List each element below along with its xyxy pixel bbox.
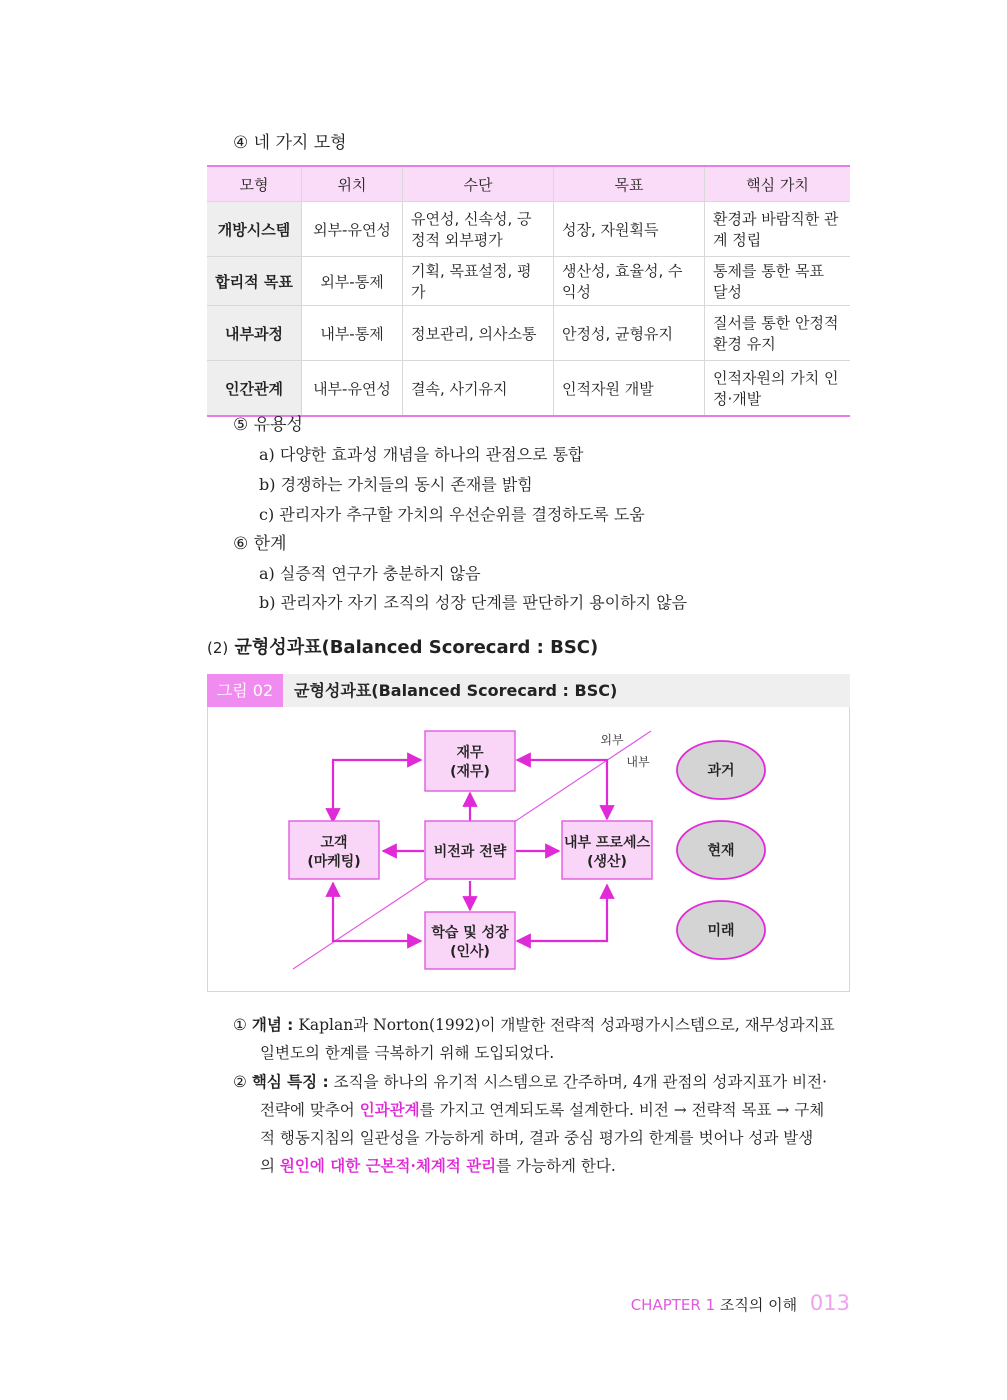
cell-position: 내부-통제 xyxy=(302,306,403,361)
cell-goal: 안정성, 균형유지 xyxy=(554,306,705,361)
figure-caption-bar xyxy=(207,674,850,707)
table-row xyxy=(207,306,850,361)
internal-process-sublabel: (생산) xyxy=(587,854,627,870)
oval-present-label: 현재 xyxy=(707,843,735,859)
usefulness-item-c: c) 관리자가 추구할 가치의 우선순위를 결정하도록 도움 xyxy=(259,505,645,524)
arrow-customer-learning xyxy=(333,883,421,941)
table-row xyxy=(207,202,850,257)
features-number: ② xyxy=(233,1073,247,1091)
vision-label: 비전과 전략 xyxy=(433,844,507,860)
learning-label: 학습 및 성장 xyxy=(431,925,509,941)
features-line2-a: 전략에 맞추어 xyxy=(260,1101,360,1119)
cell-core-value: 인적자원의 가치 인정·개발 xyxy=(705,361,851,417)
finance-label: 재무 xyxy=(456,745,484,761)
box-finance xyxy=(425,731,515,791)
oval-future-label: 미래 xyxy=(707,923,735,939)
cell-position: 내부-유연성 xyxy=(302,361,403,417)
cell-model: 개방시스템 xyxy=(207,202,302,257)
cell-core-value: 통제를 통한 목표 달성 xyxy=(705,257,851,306)
figure-title: 균형성과표(Balanced Scorecard : BSC) xyxy=(294,681,618,700)
table-header-row xyxy=(207,166,850,202)
cell-means: 정보관리, 의사소통 xyxy=(403,306,554,361)
features-line4-a: 의 xyxy=(260,1157,280,1175)
label-internal: 내부 xyxy=(626,755,650,769)
highlight-root-cause-management: 원인에 대한 근본적·체계적 관리 xyxy=(279,1156,497,1175)
cell-means: 유연성, 신속성, 긍정적 외부평가 xyxy=(403,202,554,257)
customer-label: 고객 xyxy=(320,835,348,851)
concept-term: 개념 : xyxy=(251,1016,294,1034)
limit-item-b: b) 관리자가 자기 조직의 성장 단계를 판단하기 용이하지 않음 xyxy=(259,593,688,612)
paragraph-core-features xyxy=(233,1068,853,1180)
footer-chapter-title: 조직의 이해 xyxy=(719,1296,798,1314)
cell-model: 내부과정 xyxy=(207,306,302,361)
page-number: 013 xyxy=(809,1291,850,1315)
header-position: 위치 xyxy=(302,166,403,202)
section6-heading: ⑥ 한계 xyxy=(233,534,287,554)
section4-heading: ④ 네 가지 모형 xyxy=(233,133,347,153)
table-row xyxy=(207,361,850,417)
finance-sublabel: (재무) xyxy=(450,764,490,780)
footer-chapter: CHAPTER 1 xyxy=(630,1296,716,1314)
header-model: 모형 xyxy=(207,166,302,202)
cell-position: 외부-유연성 xyxy=(302,202,403,257)
cell-means: 결속, 사기유지 xyxy=(403,361,554,417)
cell-goal: 생산성, 효율성, 수익성 xyxy=(554,257,705,306)
features-line3: 적 행동지침의 일관성을 가능하게 하며, 결과 중심 평가의 한계를 벗어나 성과 발생 xyxy=(260,1129,814,1147)
features-line2 xyxy=(233,1096,853,1124)
features-line1: 조직을 하나의 유기적 시스템으로 간주하며, 4개 관점의 성과지표가 비전· xyxy=(328,1073,828,1091)
features-line2-b: 를 가지고 연계되도록 설계한다. 비전 → 전략적 목표 → 구체 xyxy=(419,1101,825,1119)
table-row xyxy=(207,257,850,306)
section5-heading: ⑤ 유용성 xyxy=(233,415,303,435)
concept-text-line2: 일변도의 한계를 극복하기 위해 도입되었다. xyxy=(260,1044,555,1062)
cell-goal: 인적자원 개발 xyxy=(554,361,705,417)
header-core-value: 핵심 가치 xyxy=(705,166,851,202)
arrow-customer-finance xyxy=(333,760,421,822)
cell-position: 외부-통제 xyxy=(302,257,403,306)
arrow-learning-internal xyxy=(517,885,607,941)
figure-badge: 그림 02 xyxy=(207,674,283,707)
usefulness-item-b: b) 경쟁하는 가치들의 동시 존재를 밝힘 xyxy=(259,475,533,494)
highlight-causality: 인과관계 xyxy=(359,1100,420,1119)
concept-number: ① xyxy=(233,1016,247,1034)
oval-past-label: 과거 xyxy=(707,763,735,779)
internal-process-label: 내부 프로세스 xyxy=(563,835,651,851)
bsc-section-title: 균형성과표(Balanced Scorecard : BSC) xyxy=(234,637,599,658)
bsc-diagram xyxy=(207,707,850,991)
customer-sublabel: (마케팅) xyxy=(307,854,361,870)
concept-text-line1: Kaplan과 Norton(1992)이 개발한 전략적 성과평가시스템으로, 재무성과지표 xyxy=(293,1016,835,1034)
usefulness-item-a: a) 다양한 효과성 개념을 하나의 관점으로 통합 xyxy=(259,445,584,464)
learning-sublabel: (인사) xyxy=(450,944,490,960)
bsc-section-number: (2) xyxy=(207,639,229,657)
bsc-section-heading xyxy=(207,633,598,659)
cell-means: 기획, 목표설정, 평가 xyxy=(403,257,554,306)
cell-goal: 성장, 자원획득 xyxy=(554,202,705,257)
cell-core-value: 환경과 바람직한 관계 정립 xyxy=(705,202,851,257)
four-models-table xyxy=(207,165,850,417)
page-footer xyxy=(631,1291,850,1315)
features-line4-b: 를 가능하게 한다. xyxy=(496,1157,616,1175)
limit-item-a: a) 실증적 연구가 충분하지 않음 xyxy=(259,564,481,583)
cell-core-value: 질서를 통한 안정적 환경 유지 xyxy=(705,306,851,361)
features-line4 xyxy=(233,1152,853,1180)
header-goal: 목표 xyxy=(554,166,705,202)
cell-model: 인간관계 xyxy=(207,361,302,417)
label-external: 외부 xyxy=(600,733,624,747)
paragraph-concept xyxy=(233,1011,853,1067)
header-means: 수단 xyxy=(403,166,554,202)
features-term: 핵심 특징 : xyxy=(251,1073,329,1091)
cell-model: 합리적 목표 xyxy=(207,257,302,306)
